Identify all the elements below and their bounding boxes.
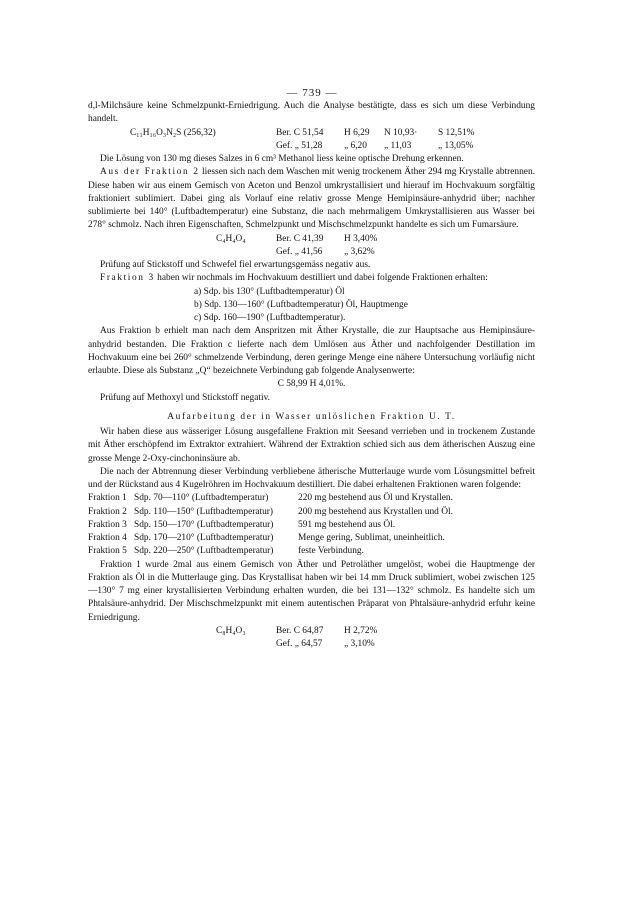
analysis-4 — [88, 625, 535, 638]
list-item: b) Sdp. 130—160° (Luftbadtemperatur) Öl, Hauptmenge — [194, 299, 408, 310]
fraction-range: Sdp. 170—210° (Luftbadtemperatur) — [134, 533, 274, 543]
ber-h-2: H 3,40% — [344, 233, 378, 244]
fraction-3-lead: Fraktion 3 — [100, 273, 155, 284]
paragraph-6: Aus Fraktion b erhielt man nach dem Anspritzen mit Äther Krystalle, die zur Hauptsache aus Hemipinsäure-anhydrid bestanden. Die Fraktion c lieferte nach dem Umlösen aus Äther und nachfolgender Destillation im Hochvakuum eine bei 260° schmelzende Verbindung, deren geringe Menge eine nähere Untersuchung vorläufig nicht erlaubte. Diese als Substanz „Q“ bezeichnete Verbindung gab folgende Analysenwerte: — [88, 326, 535, 376]
list-item: a) Sdp. bis 130° (Luftbadtemperatur) Öl — [194, 286, 345, 297]
analysis-4-found — [88, 638, 535, 651]
fraction-name: Fraktion 4 — [88, 533, 127, 543]
list-item: c) Sdp. 160—190° (Luftbadtemperatur). — [194, 313, 346, 323]
subfraction-list — [88, 286, 535, 326]
table-row — [88, 506, 535, 519]
page-body — [88, 86, 535, 651]
gef-h-4: „ 3,10% — [344, 639, 375, 649]
table-row — [88, 492, 535, 505]
ber-s: S 12,51% — [438, 127, 475, 138]
formula-1: C₁₁H₁₆O₃N₂S (256,32) — [130, 127, 216, 138]
fraction-range: Sdp. 150—170° (Luftbadtemperatur) — [134, 519, 274, 530]
paragraph-8: Wir haben diese aus wässeriger Lösung ausgefallene Fraktion mit Seesand verrieben und in trockenem Zustande mit Äther erschöpfend im Extraktor extrahiert. Während der Extraktion schied sich aus dem ätherischen Auszug eine grosse Menge 2-Oxy-cinchoninsäure ab. — [88, 427, 535, 464]
gef-s: „ 13,05% — [438, 140, 474, 151]
gef-n: „ 11,03 — [384, 140, 412, 151]
formula-4: C₈H₄O₃ — [216, 625, 246, 636]
paragraph-9: Die nach der Abtrennung dieser Verbindung verbliebene ätherische Mutterlauge wurde vom Lösungsmittel befreit und der Rückstand aus 4 Kugelröhren im Hochvakuum destilliert. Die dabei erhaltenen Fraktionen waren folgende: — [88, 466, 535, 490]
fraction-range: Sdp. 110—150° (Luftbadtemperatur) — [134, 506, 274, 517]
fraction-name: Fraktion 1 — [88, 493, 127, 504]
gef-h-2: „ 3,62% — [344, 246, 375, 257]
analysis-2-found — [88, 246, 535, 259]
analysis-1-found — [88, 140, 535, 153]
fraction-result: feste Verbindung. — [298, 546, 364, 557]
ber-c-2: Ber. C 41,39 — [276, 233, 324, 244]
paragraph-3 — [88, 166, 535, 232]
fraction-name: Fraktion 3 — [88, 519, 127, 530]
table-row — [88, 532, 535, 545]
fraction-name: Fraktion 2 — [88, 506, 127, 517]
table-row — [88, 519, 535, 532]
paragraph-1: d,l-Milchsäure keine Schmelzpunkt-Erniedrigung. Auch die Analyse bestätigte, dass es sich um diese Verbindung handelt. — [88, 101, 535, 125]
fraction-result: Menge gering, Sublimat, uneinheitlich. — [298, 533, 445, 543]
paragraph-5-text: haben wir nochmals im Hochvakuum destilliert und dabei folgende Fraktionen erhalten: — [154, 273, 488, 284]
formula-2: C₄H₄O₄ — [216, 233, 246, 244]
fraction-range: Sdp. 220—250° (Luftbadtemperatur) — [134, 546, 274, 557]
ber-h-4: H 2,72% — [344, 625, 378, 636]
paragraph-3-text: liessen sich nach dem Waschen mit wenig trockenem Äther 294 mg Krystalle abtrennen. Diese haben wir aus einem Gemisch von Aceton und Benzol umkrystallisiert und hierauf im Hochvakuum sorgfältig fraktioniert sublimiert. Dabei ging als Vorlauf eine relativ grosse Menge Hemipinsäure-anhydrid über; nachher sublimierte bei 140° (Luftbadtemperatur) eine Substanz, die nach mehrmaligem Umkrystallisieren aus Wasser bei 278° schmolz. Nach ihren Eigenschaften, Schmelzpunkt und Mischschmelzpunkt handelte es sich um Fumarsäure. — [88, 167, 536, 231]
analysis-3: C 58,99 H 4,01%. — [277, 379, 346, 390]
paragraph-2: Die Lösung von 130 mg dieses Salzes in 6 cm³ Methanol liess keine optische Drehung erkennen. — [100, 154, 464, 164]
gef-c-4: Gef. „ 64,57 — [276, 639, 323, 649]
paragraph-4: Prüfung auf Stickstoff und Schwefel fiel erwartungsgemäss negativ aus. — [100, 260, 371, 270]
analysis-2 — [88, 233, 535, 246]
ber-c-4: Ber. C 64,87 — [276, 625, 324, 636]
fraction-range: Sdp. 70—110° (Luftbadtemperatur) — [134, 493, 269, 504]
paragraph-5 — [88, 272, 535, 285]
paragraph-10: Fraktion 1 wurde 2mal aus einem Gemisch von Äther und Petroläther umgelöst, wobei die Hauptmenge der Fraktion als Öl in die Mutterlauge ging. Das Krystallisat haben wir bei 14 mm Druck sublimiert, wobei zwischen 125—130° 7 mg einer krystallisierten Verbindung erhalten wurden, die bei 131—132° schmolz. Es handelte sich um Phtalsäure-anhydrid. Der Mischschmelzpunkt mit einem autentischen Präparat von Phtalsäure-anhydrid erfuhr keine Erniedrigung. — [88, 559, 535, 623]
fraction-result: 200 mg bestehend aus Krystallen und Öl. — [298, 506, 453, 517]
table-row — [88, 545, 535, 558]
analysis-1 — [88, 127, 535, 140]
fraction-table — [88, 492, 535, 558]
page-number: — 739 — — [286, 87, 338, 99]
section-heading: Aufarbeitung der in Wasser unlöslichen Fraktion U. T. — [167, 411, 456, 422]
paragraph-7: Prüfung auf Methoxyl und Stickstoff negativ. — [100, 392, 271, 403]
fraction-name: Fraktion 5 — [88, 546, 127, 557]
gef-c-2: Gef. „ 41,56 — [276, 246, 323, 257]
ber-c: Ber. C 51,54 — [276, 127, 324, 138]
ber-n: N 10,93· — [384, 127, 418, 138]
gef-c: Gef. „ 51,28 — [276, 140, 323, 151]
gef-h: „ 6,20 — [344, 140, 367, 151]
fraction-result: 220 mg bestehend aus Öl und Krystallen. — [298, 493, 453, 504]
fraction-2-lead: Aus der Fraktion 2 — [100, 167, 200, 178]
fraction-result: 591 mg bestehend aus Öl. — [298, 519, 396, 530]
ber-h: H 6,29 — [344, 127, 370, 138]
